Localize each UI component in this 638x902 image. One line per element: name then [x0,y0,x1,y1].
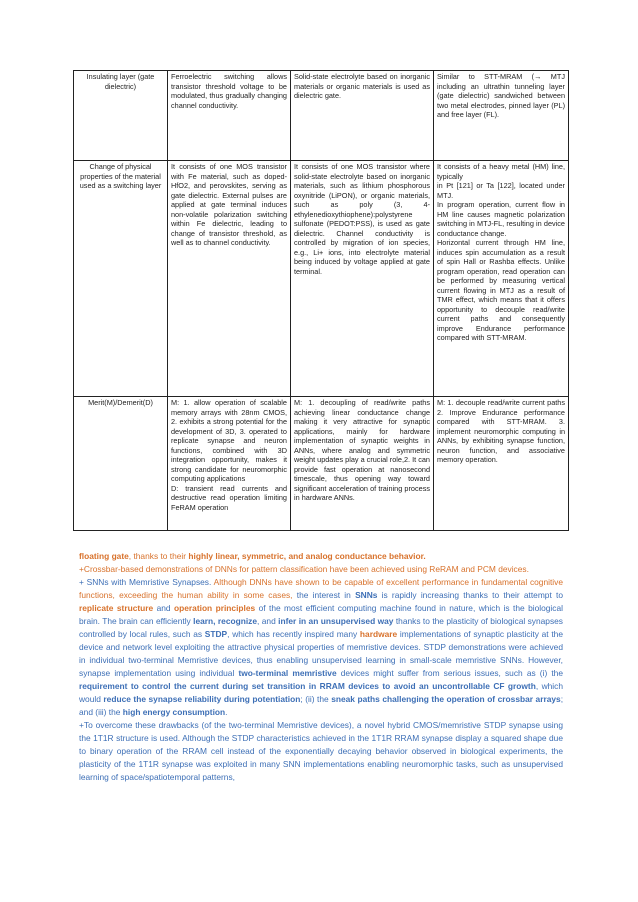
table-cell: M: 1. decoupling of read/write paths achieving linear conductance change making it very attractive for synaptic applications, mainly for hardware implementation of synaptic weights in ANNs, where analog and symmetric weight updates play a crucial role,2. It can provide fast operation at nanosecond timescale, thus opening way toward significant acceleration of training process in hardware ANNs. [291,397,434,531]
comparison-table [73,70,569,531]
table-cell: It consists of a heavy metal (HM) line, typically in Pt [121] or Ta [122], located under MTJ. In program operation, current flow in HM line causes magnetic polarization switching in MTJ-FL, resulting in device conductance change. Horizontal current through HM line, induces spin accumulation as a result of spin Hall or Rashba effects. Unlike program operation, read operation can be performed by measuring vertical current flowing in MTJ as a result of TMR effect, which means that it offers opportunity to decouple read/write current paths and consequently improve Endurance performance compared with STT-MRAM. [434,161,569,397]
table-cell: It consists of one MOS transistor with Fe material, such as doped-HfO2, and perovskites, serving as gate dielectric. External pulses are applied at gate terminal induces non-volatile polarization switching within Fe dielectric, leading to change of transistor threshold, as well as to channel conductivity. [168,161,291,397]
table-row [74,161,569,397]
row-header: Merit(M)/Demerit(D) [74,397,168,531]
paragraph: floating gate, thanks to their highly linear, symmetric, and analog conductance behavior. [79,551,426,561]
paragraph: +Crossbar-based demonstrations of DNNs for pattern classification have been achieved using ReRAM and PCM devices. [79,564,529,574]
table-cell: Ferroelectric switching allows transistor threshold voltage to be modulated, thus gradually changing channel conductivity. [168,71,291,161]
row-header: Change of physical properties of the material used as a switching layer [74,161,168,397]
paragraph: +To overcome these drawbacks (of the two-terminal Memristive devices), a novel hybrid CMOS/memristive STDP synapse using the 1T1R structure is used. Although the STDP characteristics achieved in the 1T1R RRAM synapse display a squared shape due to binary operation of the RRAM cell instead of the exponentially decaying behavior observed in biological experiments, the plasticity of the 1T1R synapse was exploited in many SNN implementations enabling neuromorphic tasks, such as unsupervised learning of space/spatiotemporal patterns, [79,720,563,782]
table-cell: It consists of one MOS transistor where solid-state electrolyte based on inorganic materials, such as lithium phosphorous oxynitride (LiPON), or organic materials, such as poly (3, 4-ethylenedioxythiophene):polystyrene sulfonate (PEDOT:PSS), is used as gate dielectric. Channel conductivity is controlled by migration of ion species, e.g., Li+ ions, into electrolyte material being induced by voltage applied at gate terminal. [291,161,434,397]
paragraph: + SNNs with Memristive Synapses. Although DNNs have shown to be capable of excellent performance in fundamental cognitive functions, exceeding the human ability in some cases, the interest in SNNs is rapidly increasing thanks to their attempt to replicate structure and operation principles of the most efficient computing machine found in nature, which is the biological brain. The brain can efficiently learn, recognize, and infer in an unsupervised way thanks to the plasticity of biological synapses controlled by local rules, such as STDP, which has recently inspired many hardware implementations of synaptic plasticity at the device and network level exploiting the attractive physical properties of memristive devices. STDP demonstrations were achieved in individual two-terminal Memristive devices, thus enabling unsupervised learning in small-scale memristive SNNs. However, synapse implementation using individual two-terminal memristive devices might suffer from serious issues, such as (i) the requirement to control the current during set transition in RRAM devices to avoid an uncontrollable CF growth, which would reduce the synapse reliability during potentiation; (ii) the sneak paths challenging the operation of crossbar arrays; and (iii) the high energy consumption. [79,577,564,717]
body-text [79,550,563,784]
table-row [74,397,569,531]
table-cell: Similar to STT-MRAM (→ MTJ including an ultrathin tunneling layer (gate dielectric) sandwiched between two metal electrodes, pinned layer (PL) and free layer (FL). [434,71,569,161]
table-cell: Solid-state electrolyte based on inorganic materials or organic materials is used as dielectric gate. [291,71,434,161]
table-cell: M: 1. allow operation of scalable memory arrays with 28nm CMOS, 2. exhibits a strong potential for the development of 3D, 3. operated to replicate synapse and neuron functions, combined with 3D integration opportunity, makes it strong candidate for neuromorphic computing applications D: transient read currents and destructive read operation limiting FeRAM operation [168,397,291,531]
table-cell: M: 1. decouple read/write current paths 2. Improve Endurance performance compared with STT-MRAM. 3. implement neuromorphic computing in ANNs, by exhibiting synapse function, neuron function, and associative memory operation. [434,397,569,531]
row-header: Insulating layer (gate dielectric) [74,71,168,161]
table-row [74,71,569,161]
